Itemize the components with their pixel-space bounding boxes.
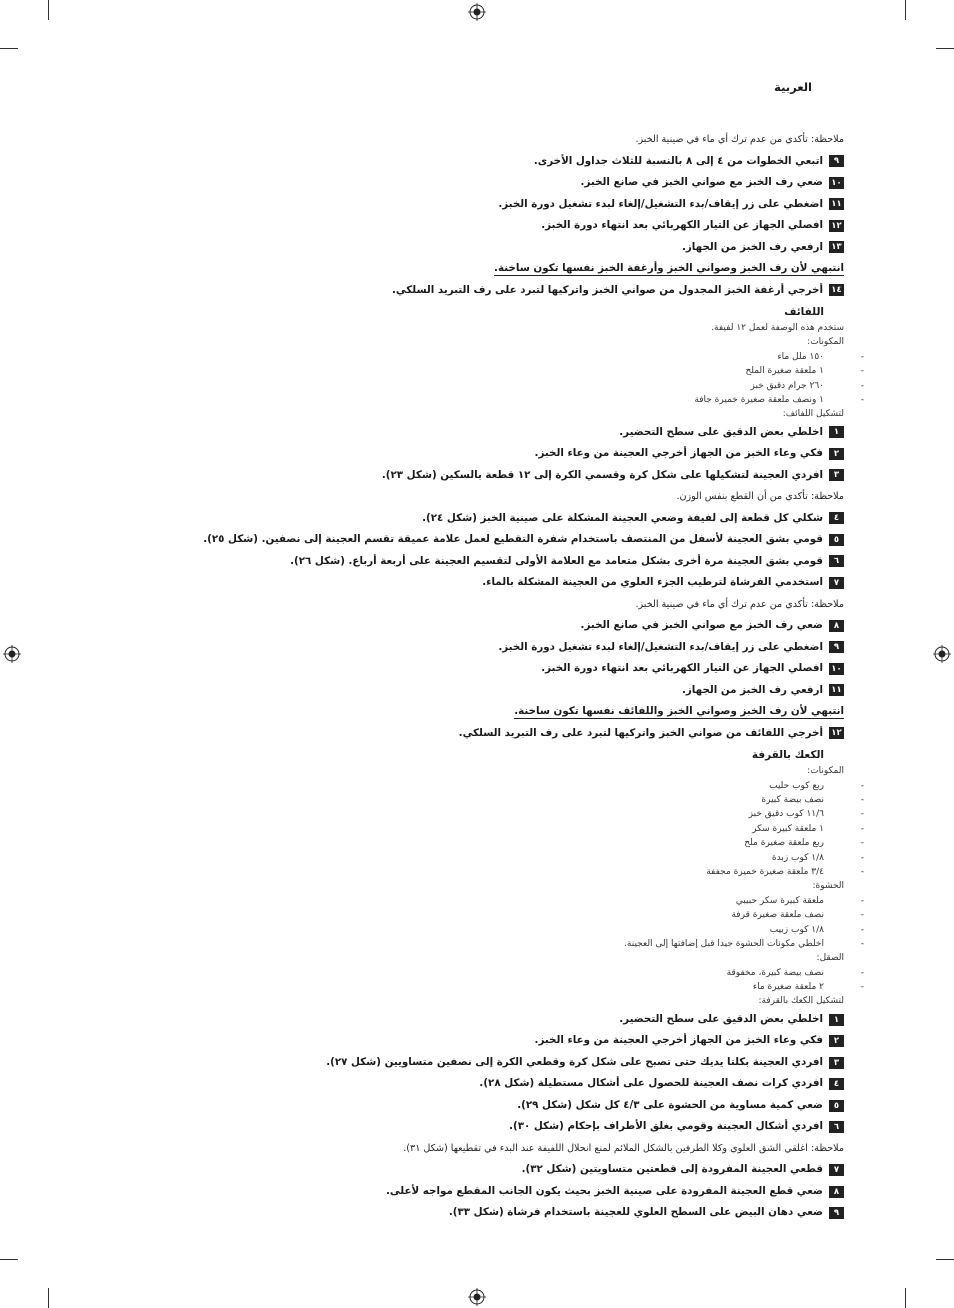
- list-item: - ١/٨ كوب زبدة: [284, 851, 844, 865]
- step-number-badge: ١١: [829, 684, 844, 696]
- instruction-step: [284, 572, 844, 594]
- crop-mark: [905, 0, 906, 20]
- caution-text: [284, 701, 844, 723]
- step-number-badge: ٨: [829, 1186, 844, 1198]
- step-number-badge: ٦: [829, 1121, 844, 1133]
- step-text: اضغطي على زر إيقاف/بدء التشغيل/إلغاء لبدء تشغيل دورة الخبز.: [498, 640, 823, 653]
- instruction-step: [284, 1159, 844, 1181]
- step-number-badge: ٤: [829, 1078, 844, 1090]
- step-text: شكلي كل قطعة إلى لفيفة وضعي العجينة المشكلة على صينية الخبز (شكل ٢٤).: [422, 511, 823, 524]
- step-number-badge: ١٢: [829, 727, 844, 739]
- list-item: - ١ ملعقة صغيرة الملح: [284, 364, 844, 378]
- cinnamon-steps: [284, 1009, 844, 1224]
- step-number-badge: ٧: [829, 577, 844, 589]
- list-item: - ١/٨ كوب زبيب: [284, 923, 844, 937]
- step-text: ارفعي رف الخبز من الجهاز.: [681, 683, 823, 696]
- step-number-badge: ٩: [829, 641, 844, 653]
- step-text: قومي بشق العجينة لأسفل من المنتصف باستخدام شفرة التقطيع لعمل علامة عميقة تقسم العجينة إلى نصفين. (شكل ٢٥).: [203, 533, 823, 546]
- instruction-step: [284, 723, 844, 745]
- note-text: ملاحظة: تأكدي من عدم ترك أي ماء في صينية الخبز.: [635, 598, 844, 610]
- cinnamon-glaze-list: [284, 966, 844, 995]
- step-text: اخلطي بعض الدقيق على سطح التحضير.: [619, 1012, 823, 1025]
- list-item: - ١٥٠ ملل ماء: [284, 350, 844, 364]
- step-text: ضعي رف الخبز مع صواني الخبز في صانع الخبز.: [580, 176, 823, 188]
- instruction-step: [284, 551, 844, 573]
- step-number-badge: ١: [829, 426, 844, 438]
- step-number-badge: ٩: [829, 155, 844, 167]
- rolls-steps: [203, 422, 844, 745]
- instruction-step: [284, 215, 844, 237]
- list-item: - ١ ملعقة كبيرة سكر: [284, 822, 844, 836]
- step-number-badge: ٨: [829, 620, 844, 632]
- step-text: اتبعي الخطوات من ٤ إلى ٨ بالنسبة للثلاث جداول الأخرى.: [533, 154, 823, 167]
- step-number-badge: ٢: [829, 448, 844, 460]
- list-item: - ملعقة كبيرة سكر حبيبي: [284, 894, 844, 908]
- list-item: - نصف بيضة كبيرة: [284, 793, 844, 807]
- instructions-content: [203, 129, 844, 1224]
- step-number-badge: ١٢: [829, 220, 844, 232]
- cinnamon-title: الكعك بالقرفة: [751, 749, 824, 762]
- step-number-badge: ٩: [829, 1207, 844, 1219]
- instruction-step: [284, 615, 844, 637]
- instruction-step: [284, 680, 844, 702]
- rolls-shaping-label: لتشكيل اللفائف:: [782, 409, 844, 420]
- instruction-step: [284, 1073, 844, 1095]
- instruction-step: [284, 280, 844, 302]
- instruction-step: [284, 1095, 844, 1117]
- bread-instructions-end: [284, 129, 844, 301]
- cinnamon-filling-label: الحشوة:: [812, 881, 844, 892]
- list-item: - ربع ملعقة صغيرة ملح: [284, 836, 844, 850]
- cinnamon-ingredients-list: [284, 779, 844, 880]
- list-item: - اخلطي مكونات الحشوة جيدا قبل إضافتها إلى العجينة.: [284, 937, 844, 951]
- step-text: ضعي دهان البيض على السطح العلوي للعجينة باستخدام فرشاة (شكل ٣٣).: [448, 1206, 823, 1219]
- note-text: ملاحظة: اغلقي الشق العلوي وكلا الطرفين بالشكل الملائم لمنع انحلال اللفيفة عند البدء في تقطيعها (شكل ٣١).: [403, 1142, 844, 1154]
- step-number-badge: ٣: [829, 469, 844, 481]
- rolls-title: اللفائف: [784, 306, 824, 318]
- instruction-step: [284, 508, 844, 530]
- crop-mark: [936, 1259, 954, 1260]
- instruction-step: [284, 658, 844, 680]
- crop-mark: [48, 1288, 49, 1308]
- registration-mark-icon: [933, 645, 951, 663]
- instruction-step: [284, 422, 844, 444]
- step-number-badge: ١: [829, 1014, 844, 1026]
- list-item: - ربع كوب حليب: [284, 779, 844, 793]
- instruction-step: [284, 1181, 844, 1203]
- step-text: فكي وعاء الخبز من الجهاز أخرجي العجينة من وعاء الخبز.: [534, 1034, 823, 1047]
- step-number-badge: ٣: [829, 1057, 844, 1069]
- instruction-step: [284, 1030, 844, 1052]
- step-text: افصلي الجهاز عن التيار الكهربائي بعد انتهاء دورة الخبز.: [541, 662, 823, 675]
- crop-mark: [0, 1259, 18, 1260]
- registration-mark-icon: [468, 3, 486, 21]
- crop-mark: [936, 48, 954, 49]
- list-item: - ١ ونصف ملعقة صغيرة خميرة جافة: [284, 393, 844, 407]
- instruction-step: [284, 151, 844, 173]
- step-text: قطعي العجينة المفرودة إلى قطعتين متساويتين (شكل ٣٢).: [521, 1163, 823, 1176]
- registration-mark-icon: [3, 645, 21, 663]
- language-label: العربية: [774, 80, 812, 94]
- instruction-step: [284, 237, 844, 259]
- step-number-badge: ١٠: [829, 663, 844, 675]
- list-item: - نصف بيضة كبيرة، مخفوقة: [284, 966, 844, 980]
- caution-text-content: انتبهي لأن رف الخبز وصواني الخبز واللفائف نفسها تكون ساخنة.: [514, 705, 844, 718]
- instruction-step: [284, 1202, 844, 1224]
- step-number-badge: ٦: [829, 555, 844, 567]
- cinnamon-shaping-label: لتشكيل الكعك بالقرفة:: [758, 996, 844, 1007]
- instruction-step: [284, 172, 844, 194]
- crop-mark: [905, 1288, 906, 1308]
- step-text: ضعي قطع العجينة المفرودة على صينية الخبز بحيث يكون الجانب المقطع مواجه لأعلى.: [385, 1184, 823, 1197]
- list-item: - ٢٦٠ جرام دقيق خبز: [284, 379, 844, 393]
- step-text: اخلطي بعض الدقيق على سطح التحضير.: [619, 425, 823, 438]
- step-number-badge: ١٤: [829, 284, 844, 296]
- step-text: اضغطي على زر إيقاف/بدء التشغيل/إلغاء لبدء تشغيل دورة الخبز.: [498, 197, 823, 210]
- instruction-step: [284, 465, 844, 487]
- caution-text-content: انتبهي لأن رف الخبز وصواني الخبز وأرغفة الخبز نفسها تكون ساخنة.: [494, 262, 844, 274]
- rolls-ingredients-list: [284, 350, 844, 408]
- note-text: ملاحظة: تأكدي من عدم ترك أي ماء في صينية الخبز.: [635, 134, 844, 145]
- step-text: ضعي كمية مساوية من الحشوة على ٤/٣ كل شكل (شكل ٢٩).: [517, 1098, 823, 1111]
- step-text: افردي العجينة لتشكيلها على شكل كرة وقسمي الكرة إلى ١٢ قطعة بالسكين (شكل ٢٣).: [381, 468, 823, 481]
- step-number-badge: ١٣: [829, 241, 844, 253]
- instruction-step: [284, 1052, 844, 1074]
- instruction-step: [284, 194, 844, 216]
- instruction-step: [203, 529, 844, 551]
- instruction-step: [284, 443, 844, 465]
- step-text: ارفعي رف الخبز من الجهاز.: [681, 240, 823, 253]
- cinnamon-glaze-label: الصقل:: [816, 953, 844, 964]
- instruction-step: [284, 1116, 844, 1138]
- note-text: ملاحظة: تأكدي من أن القطع بنفس الوزن.: [676, 491, 844, 503]
- list-item: - ١١/٦ كوب دقيق خبز: [284, 807, 844, 821]
- instruction-step: [284, 1009, 844, 1031]
- step-text: استخدمي الفرشاة لترطيب الجزء العلوي من العجينة المشكلة بالماء.: [482, 576, 823, 589]
- step-text: ضعي رف الخبز مع صواني الخبز في صانع الخبز.: [580, 619, 823, 632]
- step-number-badge: ٥: [829, 534, 844, 546]
- instruction-step: [284, 637, 844, 659]
- step-text: أخرجي اللفائف من صواني الخبز واتركيها لتبرد على رف التبريد السلكي.: [458, 726, 823, 739]
- list-item: - ٢ ملعقة صغيرة ماء: [284, 980, 844, 994]
- caution-text: [284, 258, 844, 280]
- step-text: افصلي الجهاز عن التيار الكهربائي بعد انتهاء دورة الخبز.: [541, 219, 823, 231]
- step-number-badge: ٧: [829, 1164, 844, 1176]
- cinnamon-filling-list: [284, 894, 844, 952]
- crop-mark: [48, 0, 49, 20]
- step-text: افردي العجينة بكلتا يديك حتى تصبح على شكل كرة وقطعي الكرة إلى نصفين متساويين (شكل ٢٧).: [326, 1055, 823, 1068]
- step-text: أخرجي أرغفة الخبز المجدول من صواني الخبز واتركيها لتبرد على رف التبريد السلكي.: [391, 283, 823, 296]
- step-number-badge: ١٠: [829, 177, 844, 189]
- step-text: افردي أشكال العجينة وقومي بغلق الأطراف بإحكام (شكل ٣٠).: [509, 1120, 823, 1133]
- step-number-badge: ١١: [829, 198, 844, 210]
- list-item: - ٣/٤ ملعقة صغيرة خميرة مجففة: [284, 865, 844, 879]
- cinnamon-ingredients-label: المكونات:: [807, 766, 844, 777]
- step-number-badge: ٤: [829, 512, 844, 524]
- step-number-badge: ٥: [829, 1100, 844, 1112]
- rolls-intro: ستخدم هذه الوصفة لعمل ١٢ لفيفة.: [711, 323, 844, 333]
- step-text: قومي بشق العجينة مرة أخرى بشكل متعامد مع العلامة الأولى لتقسيم العجينة على أربعة أرباع. (شكل ٢٦).: [290, 554, 823, 567]
- step-number-badge: ٢: [829, 1035, 844, 1047]
- crop-mark: [0, 48, 18, 49]
- step-text: فكي وعاء الخبز من الجهاز أخرجي العجينة من وعاء الخبز.: [534, 447, 823, 460]
- registration-mark-icon: [468, 1288, 486, 1306]
- step-text: افردي كرات نصف العجينة للحصول على أشكال مستطيلة (شكل ٢٨).: [479, 1077, 823, 1090]
- list-item: - نصف ملعقة صغيرة قرفة: [284, 908, 844, 922]
- rolls-ingredients-label: المكونات:: [807, 337, 844, 348]
